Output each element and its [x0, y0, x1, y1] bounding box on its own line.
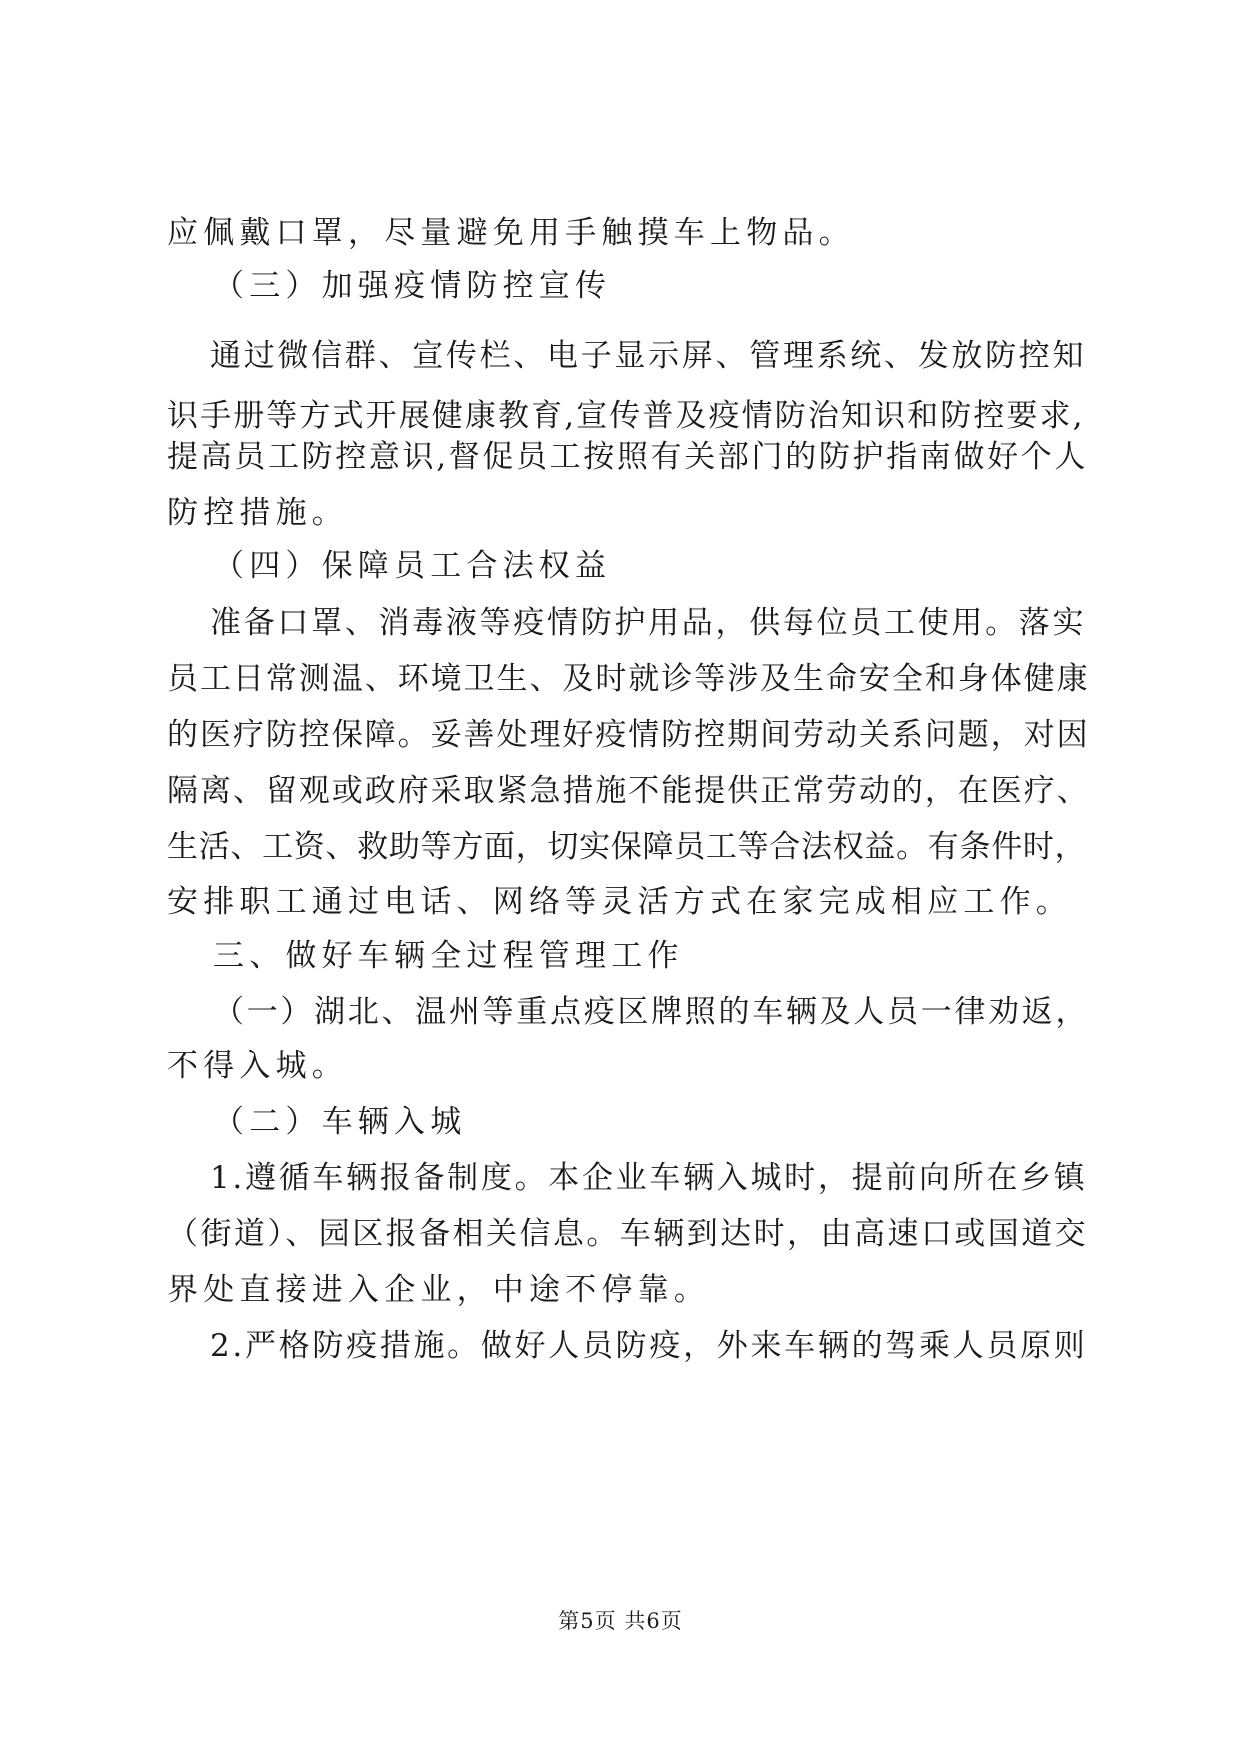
text-line-5: 提高员工防控意识,督促员工按照有关部门的防护指南做好个人	[167, 439, 1089, 475]
heading-part-3: 三、做好车辆全过程管理工作	[213, 938, 684, 974]
text-line-3: 通过微信群、宣传栏、电子显示屏、管理系统、发放防控知	[210, 338, 1087, 374]
text-line-19: （街道）、园区报备相关信息。车辆到达时，由高速口或国道交	[167, 1216, 1089, 1252]
text-line-1: 应佩戴口罩，尽量避免用手触摸车上物品。	[167, 215, 855, 251]
heading-section-4: （四）保障员工合法权益	[213, 548, 612, 584]
text-line-11: 隔离、留观或政府采取紧急措施不能提供正常劳动的，在医疗、	[167, 773, 1090, 809]
text-line-6: 防控措施。	[167, 495, 348, 531]
heading-subsection-2: （二）车辆入城	[213, 1104, 467, 1140]
text-line-20: 界处直接进入企业，中途不停靠。	[167, 1272, 710, 1308]
text-line-13: 安排职工通过电话、网络等灵活方式在家完成相应工作。	[167, 884, 1072, 920]
text-line-15: （一）湖北、温州等重点疫区牌照的车辆及人员一律劝返，	[213, 994, 1090, 1030]
page-footer: 第5页 共6页	[558, 1609, 683, 1633]
text-line-21: 2.严格防疫措施。做好人员防疫，外来车辆的驾乘人员原则	[210, 1328, 1088, 1364]
text-line-8: 准备口罩、消毒液等疫情防护用品，供每位员工使用。落实	[210, 605, 1087, 641]
text-line-12: 生活、工资、救助等方面，切实保障员工等合法权益。有条件时，	[167, 829, 1087, 865]
text-line-9: 员工日常测温、环境卫生、及时就诊等涉及生命安全和身体健康	[167, 661, 1090, 697]
text-line-4: 识手册等方式开展健康教育,宣传普及疫情防治知识和防控要求,	[167, 398, 1085, 434]
heading-section-3: （三）加强疫情防控宣传	[213, 268, 612, 304]
text-line-16: 不得入城。	[167, 1048, 348, 1084]
text-line-10: 的医疗防控保障。妥善处理好疫情防控期间劳动关系问题，对因	[167, 717, 1090, 753]
text-line-18: 1.遵循车辆报备制度。本企业车辆入城时，提前向所在乡镇	[210, 1160, 1088, 1196]
